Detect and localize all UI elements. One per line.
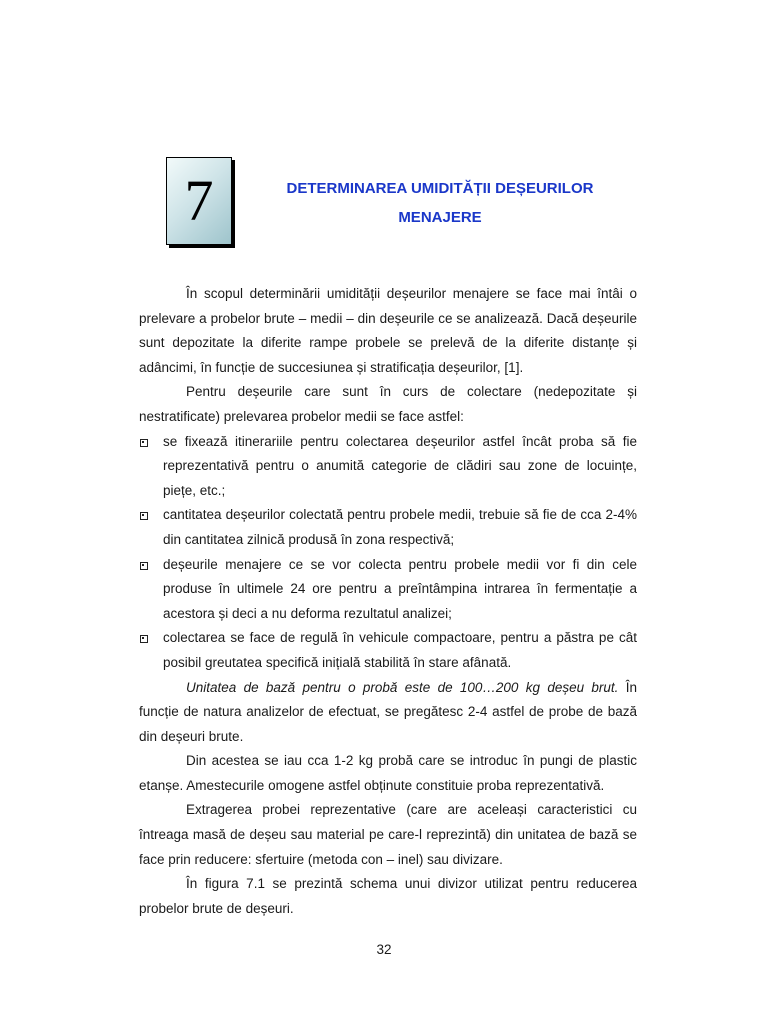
chapter-title xyxy=(240,174,640,232)
paragraph-3 xyxy=(139,676,637,750)
list-item xyxy=(139,553,637,627)
list-item xyxy=(139,503,637,552)
paragraph-1: În scopul determinării umidității deșeurilor menajere se face mai întâi o prelevare a probelor brute – medii – din deșeurile ce se analizează. Dacă deșeurile sunt depozitate la diferite rampe probele se prelevă de la diferite distanțe și adâncimi, în funcție de succesiunea și stratificația deșeurilor, [1]. xyxy=(139,286,637,375)
paragraph-5: Extragerea probei reprezentative (care are aceleași caracteristici cu întreaga masă de deșeu sau material pe care-l reprezintă) din unitatea de bază se face prin reducere: sfertuire (metoda con – inel) sau divizare. xyxy=(139,802,637,867)
chapter-title-line-1: DETERMINAREA UMIDITĂȚII DEȘEURILOR xyxy=(286,180,594,197)
bullet-list xyxy=(139,430,637,676)
list-item-text: cantitatea deșeurilor colectată pentru probele medii, trebuie să fie de cca 2-4% din cantitatea zilnică produsă în zona respectivă; xyxy=(163,507,637,547)
square-bullet-icon xyxy=(140,562,148,570)
paragraph-2: Pentru deșeurile care sunt în curs de colectare (nedepozitate și nestratificate) prelevarea probelor medii se face astfel: xyxy=(139,384,637,424)
paragraph-3-italic: Unitatea de bază pentru o probă este de 100…200 kg deșeu brut. xyxy=(186,679,619,695)
body-text xyxy=(139,282,637,921)
chapter-number-box xyxy=(166,157,232,245)
paragraph-4: Din acestea se iau cca 1-2 kg probă care se introduc în pungi de plastic etanșe. Amestecurile omogene astfel obținute constituie proba reprezentativă. xyxy=(139,753,637,793)
paragraph-6: În figura 7.1 se prezintă schema unui divizor utilizat pentru reducerea probelor brute de deșeuri. xyxy=(139,876,637,916)
page-number: 32 xyxy=(376,942,392,957)
chapter-title-line-2: MENAJERE xyxy=(398,209,482,226)
square-bullet-icon xyxy=(140,512,148,520)
chapter-number: 7 xyxy=(184,168,214,233)
list-item xyxy=(139,430,637,504)
list-item xyxy=(139,626,637,675)
list-item-text: deșeurile menajere ce se vor colecta pentru probele medii vor fi din cele produse în ultimele 24 ore pentru a preîntâmpina intrarea în fermentație a acestora și deci a nu deforma rezultatul analizei; xyxy=(163,556,637,621)
list-item-text: se fixează itinerariile pentru colectarea deșeurilor astfel încât proba să fie reprezentativă pentru o anumită categorie de clădiri sau zone de locuințe, piețe, etc.; xyxy=(163,433,637,498)
paragraph-3-rest: În funcție de natura analizelor de efectuat, se pregătesc 2-4 astfel de probe de bază din deșeuri brute. xyxy=(139,679,638,744)
square-bullet-icon xyxy=(140,635,148,643)
square-bullet-icon xyxy=(140,439,148,447)
list-item-text: colectarea se face de regulă în vehicule compactoare, pentru a păstra pe cât posibil greutatea specifică inițială stabilită în stare afânată. xyxy=(163,630,637,670)
